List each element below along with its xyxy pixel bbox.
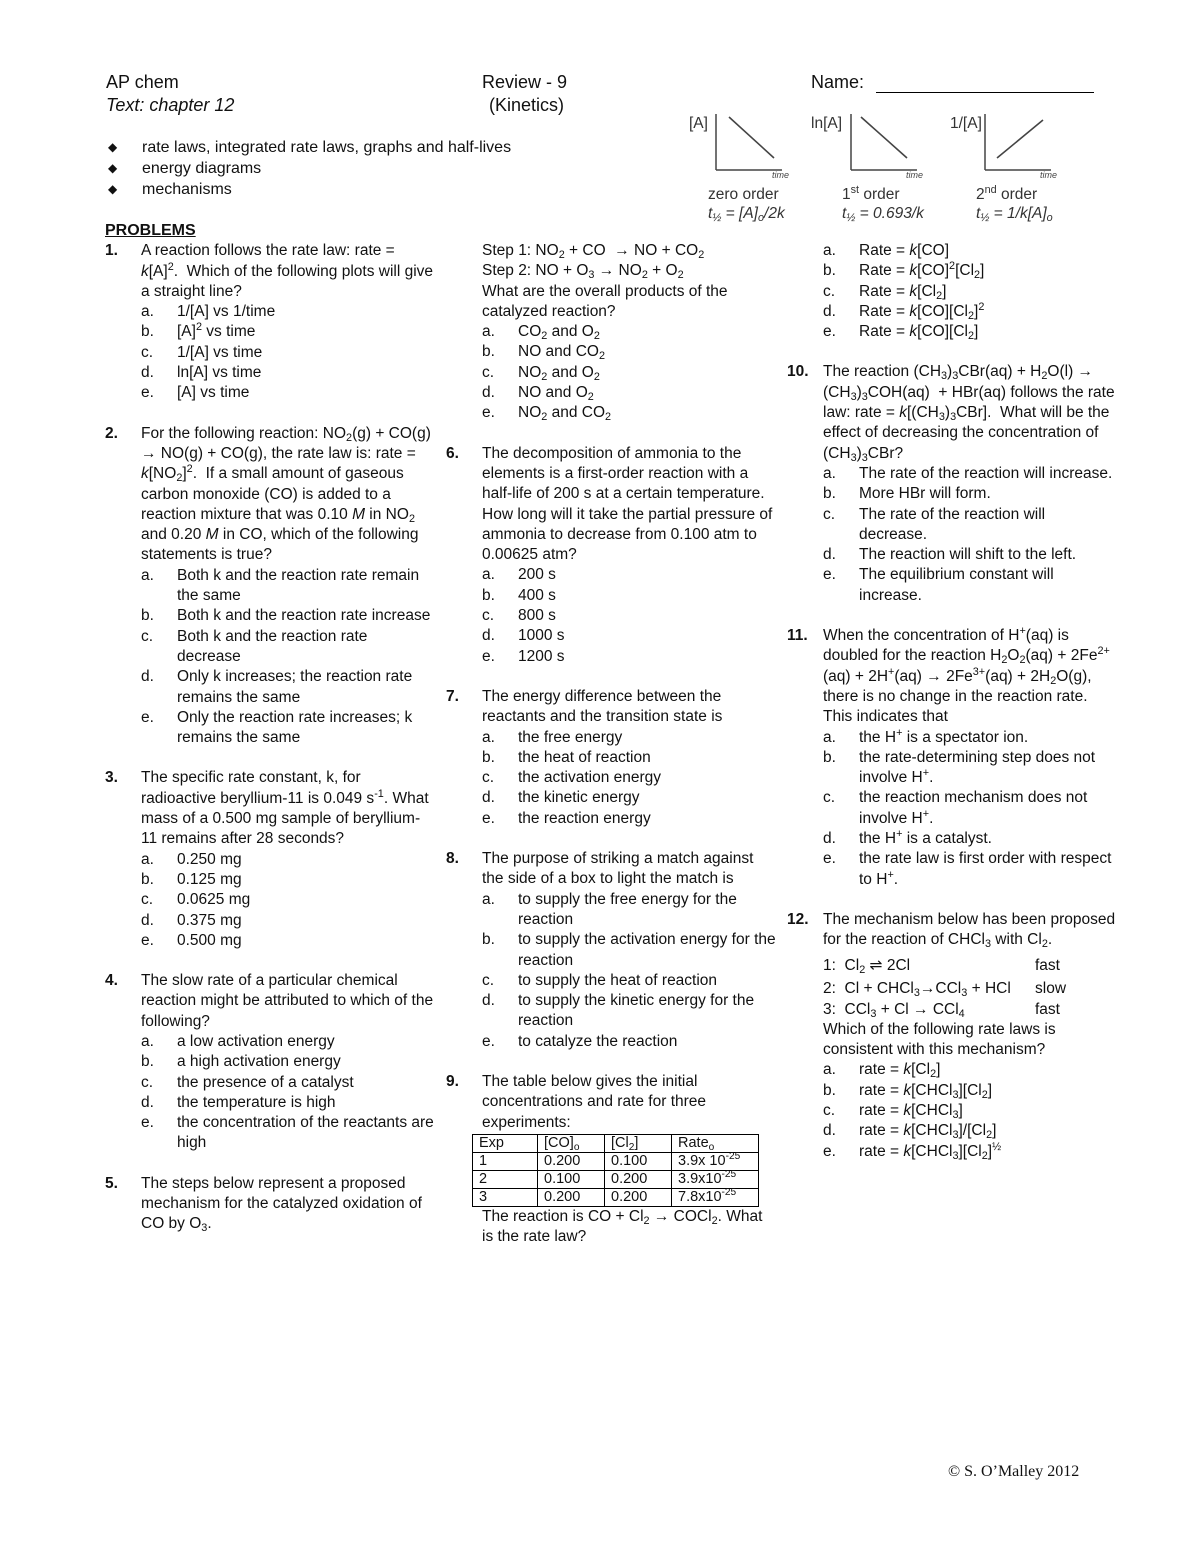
question-number: 9. [446,1072,459,1090]
option-item: e. the reaction energy [482,809,651,827]
option-item: b. Rate = $k[CO]^2[Cl_2]$ [823,260,985,282]
second-order-graph [983,112,1053,174]
mechanism-step: 3: CCl$_3$ + Cl → CCl$_4$ fast [823,1000,1060,1020]
option-item: e. 1200 s [482,647,565,665]
topic-item: ◆ energy diagrams [108,160,262,177]
question-text: The specific rate constant, k, for radioactive beryllium-11 is 0.049 $s^{-1}$. What mass of a 0.500 mg sample of beryllium-11 remains after 28 seconds? [141,769,429,848]
option-item: e. to catalyze the reaction [482,1032,678,1050]
option-item: a. The rate of the reaction will increase. [823,464,1113,482]
column-3 [787,241,1117,1162]
question-4 [105,971,435,1154]
question-number: 12. [787,910,809,928]
topic-item: ◆ mechanisms [108,181,232,198]
first-order-graph [849,112,919,174]
table-cell: 0.100 [538,1170,605,1188]
graph-halflife: $t_{\frac{1}{2}} = 0.693/k$ [842,205,924,224]
graph-order-label: 2nd order [976,184,1038,203]
option-item: b. More HBr will form. [823,485,991,503]
option-item: e. $NO_2$ and $CO_2$ [482,404,612,424]
option-item: d. ln[A] vs time [141,364,262,382]
option-item: a. rate = $k[Cl_2]$ [823,1061,941,1081]
option-item: e. rate = $k[CHCl_3][Cl_2]^{\frac{1}{2}}$ [823,1140,1002,1162]
question-text: The mechanism below has been proposed for the reaction of CHCl$_3$ with $Cl_2$. [823,910,1116,951]
option-item: a. 200 s [482,566,556,584]
option-item: d. the kinetic energy [482,789,640,807]
option-item: a. Both k and the reaction rate remain the same [141,566,420,605]
option-item: a. to supply the free energy for the reaction [482,890,737,928]
option-item: a. $CO_2$ and $O_2$ [482,323,600,343]
review-title: Review - 9 [482,72,568,92]
option-item: b. to supply the activation energy for the reaction [482,931,776,969]
option-item: e. 0.500 mg [141,931,242,949]
zero-order-graph [714,112,784,174]
copyright-footer: © S. O’Malley 2012 [948,1463,1080,1480]
option-item: a. 1/[A] vs 1/time [141,303,276,321]
table-cell: 0.200 [538,1152,605,1170]
table-header-row [473,1134,759,1152]
column-2 [446,241,776,1247]
question-text: The reaction is CO + $Cl_2$ → COCl$_2$. What is the rate law? [482,1207,763,1246]
table-cell: 3 [473,1188,538,1206]
table-cell: 1 [473,1152,538,1170]
option-item: b. rate = $k[CHCl_3][Cl_2]$ [823,1081,993,1101]
option-list [141,302,435,403]
table-row [473,1188,759,1206]
mechanism-step: Step 2: NO + $O_3 \to NO_2 + O_2$ [482,262,684,282]
question-text: What are the overall products of the catalyzed reaction? [482,282,728,320]
option-item: e. the concentration of the reactants are high [141,1114,434,1152]
option-item: c. The rate of the reaction will decrease. [823,505,1046,543]
table-cell: 0.200 [538,1188,605,1206]
option-item: a. the H+ is a spectator ion. [823,726,1029,746]
option-item: a. a low activation energy [141,1032,335,1050]
question-number: 3. [105,769,118,787]
graph-halflife: $t_{\frac{1}{2}} = 1/k[A]_o$ [976,205,1053,224]
question-number: 8. [446,850,459,868]
order-graphs [686,112,1076,224]
option-item: d. rate = $k[CHCl_3]/[Cl_2]$ [823,1122,997,1142]
problems-heading: PROBLEMS [105,222,196,239]
q5-continued [482,241,776,424]
question-6 [446,444,776,667]
option-item: e. Rate = $k[CO][Cl_2]$ [823,323,979,343]
text-reference: Text: chapter 12 [106,95,235,115]
q9-option-list [823,241,1117,342]
option-item: a. the free energy [482,728,623,746]
graph-xlabel: time [772,170,790,180]
question-7 [446,687,776,829]
table-cell: 2 [473,1170,538,1188]
option-item: b. NO and $CO_2$ [482,343,606,363]
table-cell: $3.9x10^{-25}$ [672,1170,759,1188]
option-item: c. to supply the heat of reaction [482,971,718,989]
option-item: a. 0.250 mg [141,850,242,868]
question-text: The energy difference between the reactants and the transition state is [482,687,723,726]
question-text: The steps below represent a proposed mechanism for the catalyzed oxidation of CO by $O_3$. [141,1174,422,1235]
option-item: b. $[A]^2$ vs time [141,321,256,341]
table-cell: $7.8x10^{-25}$ [672,1188,759,1206]
question-text: The purpose of striking a match against the side of a box to light the match is [482,850,754,888]
question-number: 7. [446,687,459,705]
option-item: d. 1000 s [482,627,565,645]
option-item: d. 0.375 mg [141,911,242,929]
option-item: c. 800 s [482,607,556,625]
question-11 [787,626,1117,890]
question-9 [446,1072,776,1247]
topic-item: ◆ rate laws, integrated rate laws, graphs and half-lives [108,139,512,156]
option-item: d. to supply the kinetic energy for the reaction [482,992,755,1030]
name-label: Name: [811,72,865,92]
option-list [823,1060,1117,1161]
table-row [473,1170,759,1188]
option-item: b. Both k and the reaction rate increase [141,607,431,625]
table-cell: 0.100 [605,1152,672,1170]
question-text: When the concentration of H+(aq) is doubled for the reaction $H_2O_2(aq) + 2Fe^{2+}(aq) + 2H^+(aq) \to 2Fe^{3+}(aq) + 2H_2O(g)$, there is no change in the reaction rate. This indicates that [823,625,1110,726]
question-text: For the following reaction: $NO_2(g) + CO(g) \to NO(g) + CO(g)$, the rate law is: rate = $k[NO_2]^2$. If a small amount of gaseous carbon monoxide (CO) is added to a reaction mixture that was 0.10 M in $NO_2$ and 0.20 M in CO, which of the following statements is true? [141,424,431,564]
question-number: 6. [446,444,459,462]
table-cell: 0.200 [605,1170,672,1188]
option-item: e. The equilibrium constant will increase. [823,566,1054,604]
graph-xlabel: time [906,170,924,180]
graph-order-label: zero order [708,186,779,203]
option-item: d. NO and $O_2$ [482,384,594,404]
option-item: d. The reaction will shift to the left. [823,546,1077,564]
option-item: c. the activation energy [482,769,662,787]
option-item: c. Both k and the reaction rate decrease [141,627,368,665]
question-text: The table below gives the initial concentrations and rate for three experiments: [482,1072,707,1131]
option-list [823,464,1117,606]
question-1 [105,241,435,403]
option-item: a. Rate = k[CO] [823,242,950,259]
question-2 [105,424,435,749]
mechanism-step: Step 1: $NO_2$ + CO → NO + $CO_2$ [482,242,705,261]
question-10 [787,362,1117,606]
question-8 [446,849,776,1052]
table-header: Exp [473,1134,538,1152]
mechanism-step: 1: $Cl_2$ ⇌ 2Cl fast [823,956,1060,976]
option-item: c. $NO_2$ and $O_2$ [482,363,600,383]
option-item: b. 0.125 mg [141,870,242,888]
option-item: c. rate = k[CHCl$_3$] [823,1101,963,1121]
column-1 [105,221,435,1235]
option-list [141,850,435,951]
option-list [482,322,776,423]
option-item: c. Rate = $k[Cl_2]$ [823,282,947,302]
table-header: $[CO]_o$ [538,1134,605,1152]
graph-ylabel: 1/[A] [950,115,982,132]
option-item: e. Only the reaction rate increases; k remains the same [141,708,413,747]
course-title: AP chem [106,72,179,92]
question-12 [787,910,1117,1162]
option-item: b. the heat of reaction [482,748,651,766]
option-item: d. Only k increases; the reaction rate remains the same [141,668,413,706]
table-row [473,1152,759,1170]
option-list [482,565,776,666]
graph-xlabel: time [1040,170,1058,180]
option-item: c. 0.0625 mg [141,891,251,909]
table-header: $[Cl_2]$ [605,1134,672,1152]
question-number: 11. [787,627,808,645]
option-item: d. the H+ is a catalyst. [823,828,992,848]
option-item: e. [A] vs time [141,384,250,402]
graph-ylabel: ln[A] [811,115,843,132]
table-cell: 0.200 [605,1188,672,1206]
question-3 [105,768,435,951]
question-number: 5. [105,1174,118,1192]
option-item: b. the rate-determining step does not involve H+. [823,748,1096,787]
question-text: A reaction follows the rate law: rate = $k[A]^2$. Which of the following plots will give a straight line? [141,242,434,300]
topic-title: (Kinetics) [489,95,565,115]
question-text: The slow rate of a particular chemical reaction might be attributed to which of the following? [141,972,434,1030]
option-item: b. 400 s [482,586,556,604]
graph-halflife: $t_{\frac{1}{2}} = [A]_o/2k$ [708,205,785,224]
graph-ylabel: [A] [689,115,708,132]
mechanism-step: 2: Cl + CHCl$_3$→CCl$_3$ + HCl slow [823,979,1067,999]
option-item: e. the rate law is first order with respect to H+. [823,850,1112,888]
question-text: Which of the following rate laws is consistent with this mechanism? [823,1020,1056,1059]
option-list [823,728,1117,890]
question-5 [105,1174,435,1235]
question-number: 4. [105,972,118,990]
question-number: 10. [787,363,809,381]
graph-order-label: 1st order [842,184,900,203]
option-item: d. the temperature is high [141,1093,336,1111]
name-line [876,92,1094,93]
topic-list [106,137,576,200]
option-list [141,1032,435,1154]
option-list [482,728,776,829]
table-header: Rate$_o$ [672,1134,759,1152]
question-number: 2. [105,424,118,442]
table-cell: 3.9x $10^{-25}$ [672,1152,759,1170]
rate-data-table [472,1134,759,1207]
question-text: The reaction $(CH_3)_3CBr(aq) + H_2O(l) \to (CH_3)_3COH(aq) + HBr(aq)$ follows the rate law: rate = $k[(CH_3)_3CBr]$. What will be the effect of decreasing the concentration of $(CH_3)_3CBr$? [823,363,1115,464]
option-item: c. 1/[A] vs time [141,343,263,361]
question-text: The decomposition of ammonia to the elements is a first-order reaction with a half-life of 200 s at a certain temperature. How long will it take the partial pressure of ammonia to decrease from 0.100 atm to 0.00625 atm? [482,444,773,564]
option-item: c. the presence of a catalyst [141,1073,354,1091]
option-list [482,890,776,1052]
option-item: c. the reaction mechanism does not involve H+. [823,789,1088,827]
option-item: b. a high activation energy [141,1053,341,1071]
option-item: d. Rate = $k[CO][Cl_2]^2$ [823,300,985,322]
mechanism-steps [823,954,1117,1020]
option-list [141,566,435,749]
question-number: 1. [105,242,118,260]
